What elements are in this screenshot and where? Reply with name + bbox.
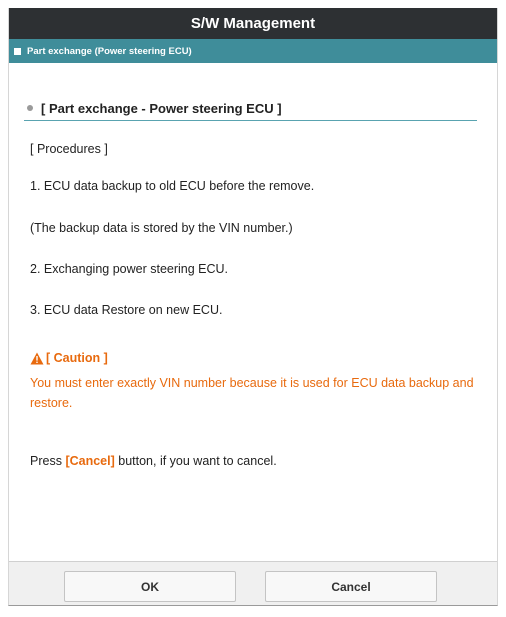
step-3: 3. ECU data Restore on new ECU. xyxy=(30,303,223,317)
window-title: S/W Management xyxy=(190,15,316,32)
cancel-button-label: Cancel xyxy=(331,579,371,594)
sw-management-dialog xyxy=(8,8,498,606)
button-bar xyxy=(9,561,497,606)
step-1-note: (The backup data is stored by the VIN number.) xyxy=(30,221,293,235)
bullet-dot-icon xyxy=(27,105,33,111)
section-heading xyxy=(24,96,477,121)
ok-button-label: OK xyxy=(141,579,159,594)
subheader-bar xyxy=(9,39,497,63)
heading-text: [ Part exchange - Power steering ECU ] xyxy=(41,100,282,116)
procedures-label: [ Procedures ] xyxy=(30,142,108,156)
step-2: 2. Exchanging power steering ECU. xyxy=(30,262,229,276)
caution-heading xyxy=(30,351,108,365)
square-icon xyxy=(14,48,21,55)
press-suffix: button, if you want to cancel. xyxy=(114,454,277,468)
press-highlight: [Cancel] xyxy=(65,454,115,468)
cancel-button[interactable] xyxy=(265,571,437,602)
step-1: 1. ECU data backup to old ECU before the remove. xyxy=(30,179,315,193)
caution-title: [ Caution ] xyxy=(46,351,108,365)
subheader-label: Part exchange (Power steering ECU) xyxy=(27,45,192,57)
ok-button[interactable] xyxy=(64,571,236,602)
cancel-instruction xyxy=(30,454,277,468)
warning-triangle-icon xyxy=(30,352,44,365)
caution-text: You must enter exactly VIN number because it is used for ECU data backup and restore. xyxy=(30,376,474,410)
title-bar xyxy=(9,8,497,39)
press-prefix: Press xyxy=(30,454,66,468)
